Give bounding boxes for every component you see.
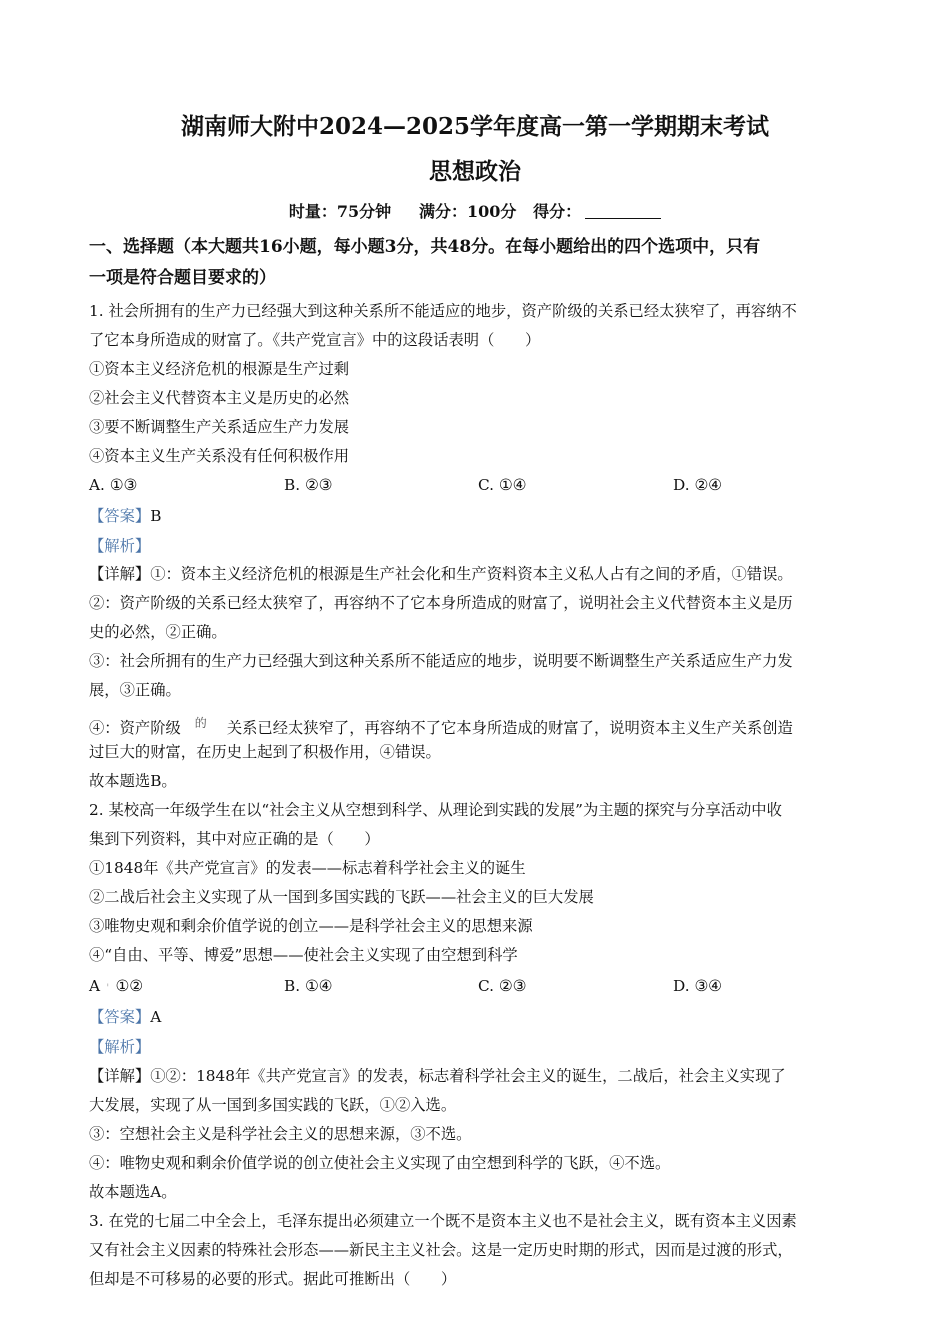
q1-detail: ③：社会所拥有的生产力已经强大到这种关系所不能适应的地步，说明要不断调整生产关系适应生产力发 — [89, 652, 793, 670]
q2-stem-cont: 集到下列资料，其中对应正确的是（ ） — [89, 830, 380, 848]
subject-title: 思想政治 — [429, 158, 521, 185]
q2-detail: ④：唯物史观和剩余价值学说的创立使社会主义实现了由空想到科学的飞跃，④不选。 — [89, 1154, 671, 1172]
q1-stem-cont: 了它本身所造成的财富了。《共产党宣言》中的这段话表明（ ） — [89, 331, 541, 349]
q2-statement: ④“自由、平等、博爱”思想——使社会主义实现了由空想到科学 — [89, 946, 518, 964]
q1-analysis-tag: 【解析】 — [89, 537, 151, 555]
q1-detail: 展，③正确。 — [89, 681, 181, 699]
q2-option-a[interactable] — [89, 975, 143, 1000]
q1-option-a[interactable]: A. ①③ — [89, 476, 138, 494]
q2-answer — [89, 1006, 865, 1028]
exam-title: 湖南师大附中2024—2025学年度高一第一学期期末考试 — [180, 113, 770, 140]
q2-detail: 大发展，实现了从一国到多国实践的飞跃，①②入选。 — [89, 1096, 457, 1114]
section-heading-cont: 一项是符合题目要求的） — [89, 268, 276, 288]
q2-detail: ③：空想社会主义是科学社会主义的思想来源，③不选。 — [89, 1125, 472, 1143]
q1-option-d[interactable]: D. ②④ — [673, 476, 722, 494]
q1-detail: 史的必然，②正确。 — [89, 623, 227, 641]
q2-detail: 【详解】①②：1848年《共产党宣言》的发表，标志着科学社会主义的诞生，二战后，社会主义实现了 — [89, 1067, 786, 1085]
score-blank — [585, 202, 661, 219]
q2-statement: ②二战后社会主义实现了从一国到多国实践的飞跃——社会主义的巨大发展 — [89, 888, 594, 906]
q2-option-a-letter: A — [89, 977, 101, 995]
q3-stem: 3. 在党的七届二中全会上，毛泽东提出必须建立一个既不是资本主义也不是社会主义，既有资本主义因素 — [89, 1212, 797, 1230]
q1-detail-4-cont: 过巨大的财富，在历史上起到了积极作用，④错误。 — [89, 743, 441, 761]
q2-conclusion: 故本题选A。 — [89, 1183, 177, 1201]
q2-option-a-value: ①② — [115, 977, 143, 995]
q1-statement: ③要不断调整生产关系适应生产力发展 — [89, 418, 350, 436]
q1-detail: 【详解】①：资本主义经济危机的根源是生产社会化和生产资料资本主义私人占有之间的矛盾，①错误。 — [89, 565, 793, 583]
q1-statement: ④资本主义生产关系没有任何积极作用 — [89, 447, 350, 465]
q1-detail-4-de: 的 — [194, 716, 207, 730]
q1-detail-4-part1: ④：资产阶级 — [89, 719, 181, 737]
q2-options — [89, 975, 865, 997]
q1-statement: ②社会主义代替资本主义是历史的必然 — [89, 389, 350, 407]
exam-meta — [0, 201, 950, 223]
q2-stem: 2. 某校高一年级学生在以“社会主义从空想到科学、从理论到实践的发展”为主题的探究与分享活动中收 — [89, 801, 782, 819]
score-label: 满分：100分 — [419, 202, 517, 221]
got-label: 得分： — [533, 202, 582, 221]
q1-statement: ①资本主义经济危机的根源是生产过剩 — [89, 360, 350, 378]
q2-analysis-tag: 【解析】 — [89, 1038, 151, 1056]
answer-tag: 【答案】 — [89, 507, 151, 525]
q1-detail-4 — [89, 712, 865, 739]
time-label: 时量：75分钟 — [288, 202, 392, 221]
q1-conclusion: 故本题选B。 — [89, 772, 177, 790]
q1-answer-value: B — [150, 507, 162, 525]
q1-detail: ②：资产阶级的关系已经太狭窄了，再容纳不了它本身所造成的财富了，说明社会主义代替资本主义是历 — [89, 594, 793, 612]
q2-answer-value: A — [150, 1008, 162, 1026]
q1-option-c[interactable]: C. ①④ — [478, 476, 527, 494]
section-heading: 一、选择题（本大题共16小题，每小题3分，共48分。在每小题给出的四个选项中，只有 — [89, 237, 761, 257]
q1-option-b[interactable]: B. ②③ — [284, 476, 333, 494]
answer-tag: 【答案】 — [89, 1008, 151, 1026]
q1-answer — [89, 505, 865, 527]
q2-statement: ③唯物史观和剩余价值学说的创立——是科学社会主义的思想来源 — [89, 917, 533, 935]
q1-options — [89, 474, 865, 496]
q2-statement: ①1848年《共产党宣言》的发表——标志着科学社会主义的诞生 — [89, 859, 526, 877]
q2-option-d[interactable]: D. ③④ — [673, 977, 722, 995]
q2-option-c[interactable]: C. ②③ — [478, 977, 527, 995]
q2-option-b[interactable]: B. ①④ — [284, 977, 333, 995]
q1-detail-4-part2: 关系已经太狭窄了，再容纳不了它本身所造成的财富了，说明资本主义生产关系创造 — [226, 719, 793, 737]
q3-stem-cont: 但却是不可移易的必要的形式。据此可推断出（ ） — [89, 1270, 457, 1288]
scan-mark: ' — [100, 983, 116, 994]
q3-stem-cont: 又有社会主义因素的特殊社会形态——新民主主义社会。这是一定历史时期的形式，因而是过渡的形式， — [89, 1241, 793, 1259]
q1-stem: 1. 社会所拥有的生产力已经强大到这种关系所不能适应的地步，资产阶级的关系已经太狭窄了，再容纳不 — [89, 302, 797, 320]
